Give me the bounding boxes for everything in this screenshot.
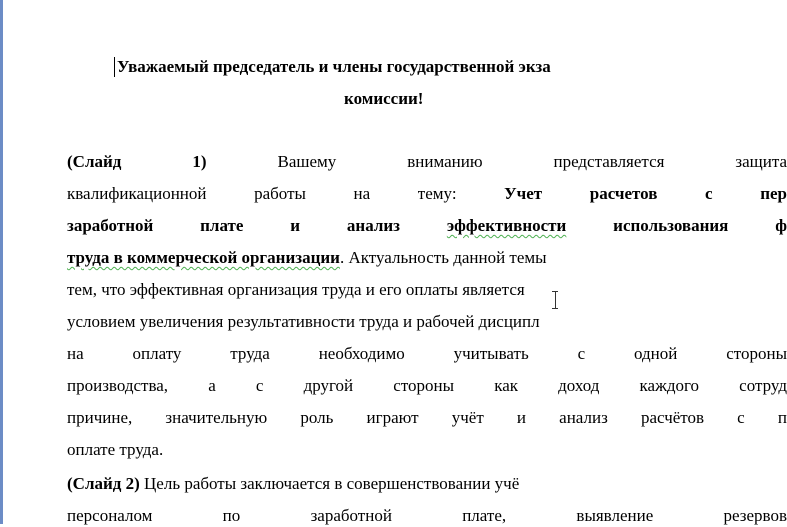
paragraph1-line2 [67, 183, 787, 205]
text-cursor [114, 57, 115, 77]
paragraph1-line2-text: квалификационной работы на тему: [67, 184, 505, 203]
paragraph2-line1-text: Цель работы заключается в совершенствовании учё [139, 474, 520, 493]
thesis-topic-part2c: использования ф [566, 216, 787, 235]
paragraph2-line2: персоналом по заработной плате, выявление резервов [67, 506, 787, 525]
slide2-label: (Слайд 2) [67, 474, 140, 493]
paragraph1-line4 [67, 247, 787, 269]
paragraph1-line6: условием увеличения результативности труда и рабочей дисципл [67, 312, 540, 331]
document-page[interactable] [67, 0, 787, 525]
thesis-topic-part1: Учет расчетов с пер [504, 184, 787, 203]
paragraph1-line5: тем, что эффективная организация труда и его оплаты является [67, 280, 525, 299]
paragraph1-line1 [67, 151, 787, 173]
paragraph1-line9: причине, значительную роль играют учёт и анализ расчётов с п [67, 408, 787, 427]
ibeam-cursor-icon [551, 291, 559, 309]
thesis-topic-part2a: заработной плате и анализ [67, 216, 447, 235]
title-line-2: комиссии! [344, 89, 424, 108]
paragraph1-line8: производства, а с другой стороны как доход каждого сотруд [67, 376, 787, 395]
thesis-topic-part3: труда в коммерческой организации [67, 248, 340, 267]
paragraph1-line1-text: Вашему вниманию представляется защита [277, 152, 787, 171]
title-line-1: Уважаемый председатель и члены государственной экза [117, 57, 551, 76]
paragraph1-line3 [67, 215, 787, 237]
slide-number: 1) [192, 152, 207, 171]
paragraph1-line4-text: . Актуальность данной темы [339, 248, 547, 267]
paragraph1-line10: оплате труда. [67, 440, 164, 459]
paragraph1-line7: на оплату труда необходимо учитывать с одной стороны [67, 344, 787, 363]
slide-label: (Слайд [67, 152, 122, 171]
thesis-topic-part2b: эффективности [446, 216, 567, 235]
paragraph2-line1 [67, 473, 787, 495]
page-left-edge [0, 0, 3, 524]
